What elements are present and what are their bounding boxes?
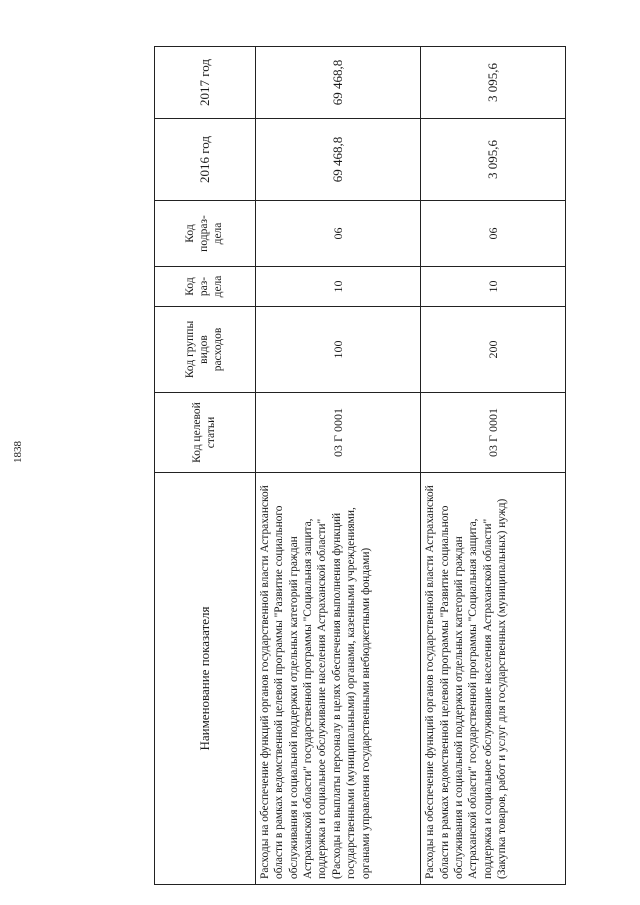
table-row [256,47,421,885]
row-value-2016: 69 468,8 [256,119,421,201]
header-2017: 2017 год [155,47,256,119]
row-expense-group-code: 200 [421,307,566,393]
row-name: Расходы на обеспечение функций органов государственной власти Астраханской области в рамках ведомственной целевой программы "Развитие социального обслуживания и социальной поддержки отдельных категорий граждан Астраханской области" государственной программы "Социальная защита, поддержка и социальное обслуживание населения Астраханской области" (Закупка товаров, работ и услуг для государственных (муниципальных) нужд) [421,473,566,885]
row-value-2016: 3 095,6 [421,119,566,201]
header-target-code: Код целевой статьи [155,393,256,473]
row-value-2017: 3 095,6 [421,47,566,119]
row-expense-group-code: 100 [256,307,421,393]
budget-table [154,46,566,885]
row-value-2017: 69 468,8 [256,47,421,119]
table-row [421,47,566,885]
row-subsection-code: 06 [256,201,421,267]
header-row [155,47,256,885]
header-expense-group-code: Код группы видов расходов [155,307,256,393]
header-subsection-code: Код подраз-дела [155,201,256,267]
row-name: Расходы на обеспечение функций органов государственной власти Астраханской области в рамках ведомственной целевой программы "Развитие социального обслуживания и социальной поддержки отдельных категорий граждан Астраханской области" государственной программы "Социальная защита, поддержка и социальное обслуживание населения Астраханской области" (Расходы на выплаты персоналу в целях обеспечения выполнения функций государственными (муниципальными) органами, казенными учреждениями, органами управления государственными внебюджетными фондами) [256,473,421,885]
row-section-code: 10 [421,267,566,307]
row-target-code: 03 Г 0001 [256,393,421,473]
header-name: Наименование показателя [155,473,256,885]
row-target-code: 03 Г 0001 [421,393,566,473]
rotated-table-wrapper [154,47,566,885]
header-section-code: Код раз-дела [155,267,256,307]
row-subsection-code: 06 [421,201,566,267]
page-number: 1838 [12,441,24,463]
header-2016: 2016 год [155,119,256,201]
row-section-code: 10 [256,267,421,307]
